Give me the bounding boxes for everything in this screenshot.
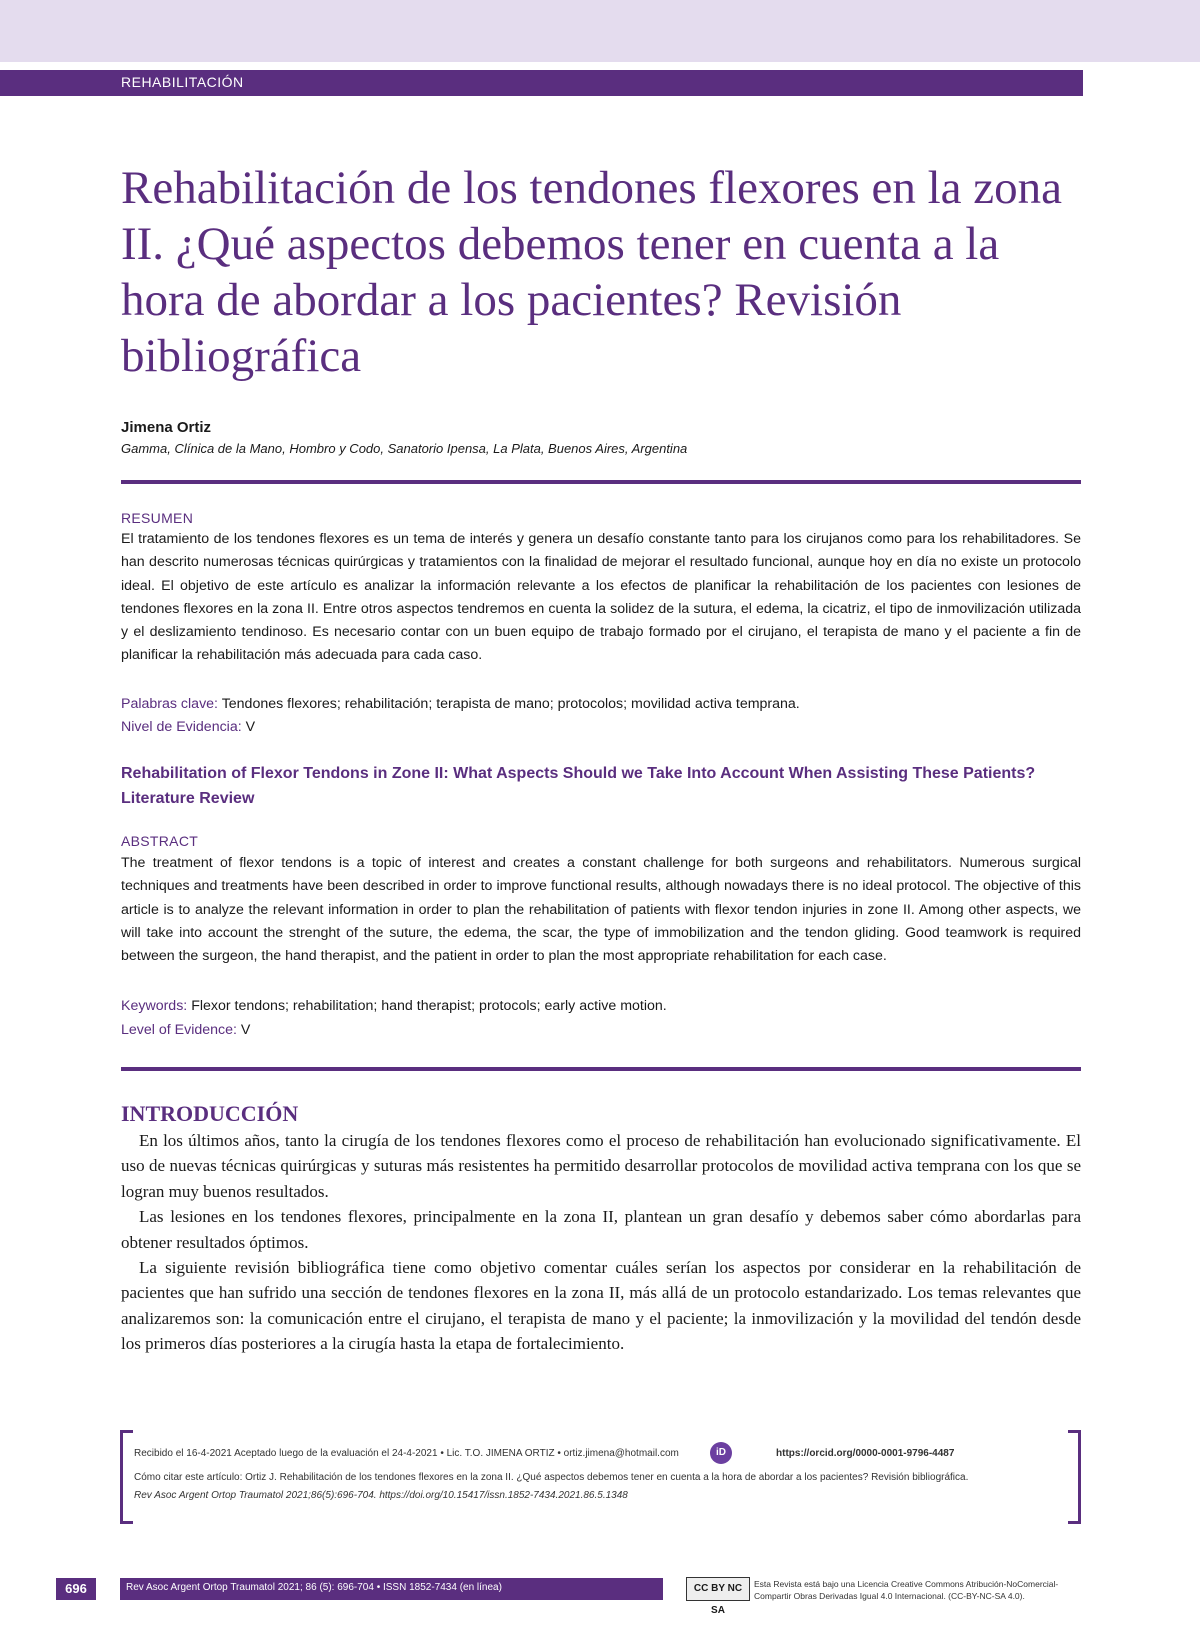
level-value: V — [240, 1022, 251, 1038]
orcid-link[interactable]: https://orcid.org/0000-0001-9796-4487 — [776, 1448, 955, 1459]
level-label: Nivel de Evidencia: — [121, 719, 242, 735]
divider — [121, 480, 1081, 484]
level-label: Level of Evidence: — [121, 1022, 237, 1038]
abstract-text: The treatment of flexor tendons is a topic of interest and creates a constant challenge for both surgeons and rehabilitators. Numerous surgical techniques and treatments have been described in order to improve functional results, although nowadays there is no ideal protocol. The objective of this article is to analyze the relevant information in order to plan the rehabilitation of patients with flexor tendon injuries in zone II. Among other aspects, we will take into account the strenght of the suture, the edema, the scar, the type of immobilization and the tendon gliding. Good teamwork is required between the surgeon, the hand therapist, and the patient in order to plan the most appropriate rehabilitation for each case. — [121, 855, 1081, 965]
resumen-keywords — [121, 696, 1081, 712]
footnote-bracket-right — [1068, 1430, 1081, 1524]
author-affiliation: Gamma, Clínica de la Mano, Hombro y Codo, Sanatorio Ipensa, La Plata, Buenos Aires, Argentina — [121, 441, 688, 456]
article-title: Rehabilitación de los tendones flexores en la zona II. ¿Qué aspectos debemos tener en cuenta a la hora de abordar a los pacientes? Revisión bibliográfica — [121, 162, 1062, 382]
footnote-bracket-left — [120, 1430, 133, 1524]
footnote-cite: Cómo citar este artículo: Ortiz J. Rehabilitación de los tendones flexores en la zona II. ¿Qué aspectos debemos tener en cuenta a la hora de abordar a los pacientes? Revisión bibliográfica. — [134, 1472, 969, 1483]
footnote-received: Recibido el 16-4-2021 Aceptado luego de la evaluación el 24-4-2021 • Lic. T.O. JIMENA ORTIZ • ortiz.jimena@hotmail.com — [134, 1448, 679, 1459]
journal-bar — [120, 1578, 663, 1600]
keywords-value: Flexor tendons; rehabilitation; hand therapist; protocols; early active motion. — [191, 998, 667, 1014]
license-text: Esta Revista está bajo una Licencia Creative Commons Atribución-NoComercial-Compartir Obras Derivadas Igual 4.0 Internacional. (CC-BY-NC-SA 4.0). — [754, 1579, 1059, 1601]
abstract-heading: ABSTRACT — [121, 833, 199, 849]
header-band — [0, 0, 1200, 62]
resumen-text: El tratamiento de los tendones flexores es un tema de interés y genera un desafío constante tanto para los cirujanos como para los rehabilitadores. Se han descrito numerosas técnicas quirúrgicas y tratamientos con la finalidad de mejorar el resultado funcional, aunque hoy en día no existe un protocolo ideal. El objetivo de este artículo es analizar la información relevante a los efectos de planificar la rehabilitación de los pacientes con lesiones de tendones flexores en la zona II. Entre otros aspectos tendremos en cuenta la solidez de la sutura, el edema, la cicatriz, el tipo de inmovilización utilizada y el deslizamiento tendinoso. Es necesario contar con un buen equipo de trabajo formado por el cirujano, el terapista de mano y el paciente a fin de planificar la rehabilitación más adecuada para cada caso. — [121, 531, 1081, 664]
abstract-level — [121, 1022, 1081, 1038]
keywords-label: Palabras clave: — [121, 696, 218, 712]
divider — [121, 1067, 1081, 1071]
footnote-doi[interactable]: Rev Asoc Argent Ortop Traumatol 2021;86(5):696-704. https://doi.org/10.15417/issn.1852-7434.2021.86.5.1348 — [134, 1490, 628, 1501]
level-value: V — [245, 719, 256, 735]
author-name: Jimena Ortiz — [121, 419, 212, 436]
cc-by-nc-sa-icon[interactable]: CC BY NC SA — [686, 1577, 750, 1601]
intro-paragraph: En los últimos años, tanto la cirugía de los tendones flexores como el proceso de rehabilitación han evolucionado significativamente. El uso de nuevas técnicas quirúrgicas y suturas más resistentes ha permitido desarrollar protocolos de movilidad activa temprana con los que se logran muy buenos resultados. — [121, 1131, 1081, 1201]
journal-citation: Rev Asoc Argent Ortop Traumatol 2021; 86 (5): 696-704 • ISSN 1852-7434 (en línea) — [126, 1582, 502, 1593]
resumen-level — [121, 719, 1081, 735]
keywords-label: Keywords: — [121, 998, 188, 1014]
section-label: REHABILITACIÓN — [121, 74, 244, 90]
section-bar — [0, 70, 1083, 96]
abstract-keywords — [121, 998, 1081, 1014]
intro-paragraph: La siguiente revisión bibliográfica tiene como objetivo comentar cuáles serían los aspectos por considerar en la rehabilitación de pacientes que han sufrido una sección de tendones flexores en la zona II, más allá de un protocolo estandarizado. Los temas relevantes que analizaremos son: la comunicación entre el cirujano, el terapista de mano y el paciente; la inmovilización y la movilidad del tendón desde los primeros días posteriores a la cirugía hasta la etapa de fortalecimiento. — [121, 1258, 1081, 1354]
english-title: Rehabilitation of Flexor Tendons in Zone II: What Aspects Should we Take Into Account When Assisting These Patients? Literature Review — [121, 765, 1036, 807]
intro-body — [121, 1128, 1081, 1357]
intro-paragraph: Las lesiones en los tendones flexores, principalmente en la zona II, plantean un gran desafío y debemos saber cómo abordarlas para obtener resultados óptimos. — [121, 1207, 1081, 1252]
orcid-icon[interactable]: iD — [710, 1442, 732, 1464]
resumen-heading: RESUMEN — [121, 510, 194, 526]
intro-heading: INTRODUCCIÓN — [121, 1101, 299, 1126]
keywords-value: Tendones flexores; rehabilitación; terapista de mano; protocolos; movilidad activa temprana. — [221, 696, 800, 712]
page-number: 696 — [56, 1578, 96, 1600]
